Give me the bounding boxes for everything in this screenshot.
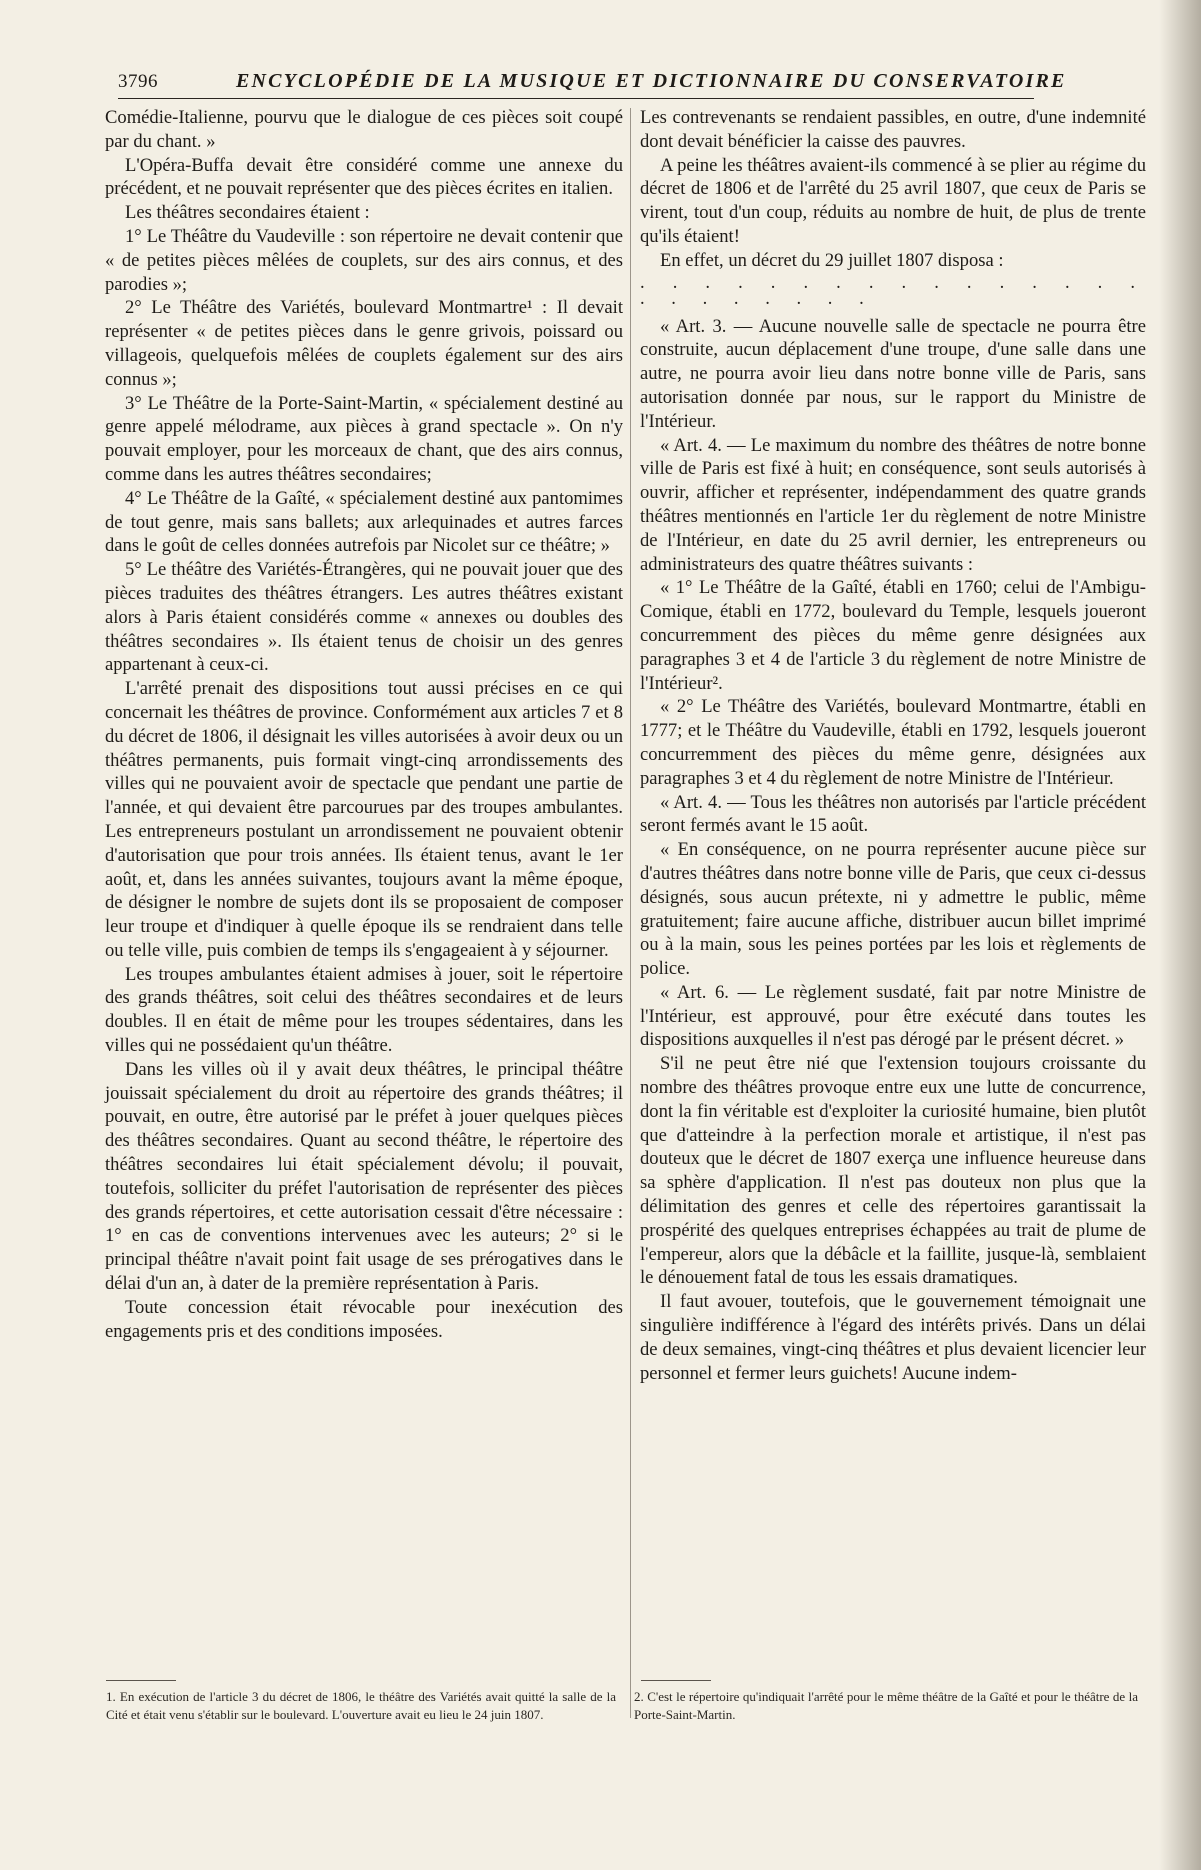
paragraph: L'arrêté prenait des dispositions tout aussi précises en ce qui concernait les théâtres de province. Conformément aux articles 7 et 8 du décret de 1806, il désignait les villes autorisées à avoir deux ou un théâtres permanents, puis formait vingt-cinq arrondissements des villes qui ne pouvaient avoir de spectacle que pendant une partie de l'année, et qui devaient être parcourues par des troupes ambulantes. Les entrepreneurs postulant un arrondissement ne pouvaient obtenir d'autorisation que pour trois années. Ils étaient tenus, avant le 1er août, et, dans les années suivantes, toujours avant la même époque, de désigner le nombre de sujets dont ils se proposaient de composer leur troupe et d'indiquer à quelle époque ils se rendraient dans telle ou telle ville, puis combien de temps ils s'engageaient à y séjourner.	[105, 678, 623, 961]
paragraph: « Art. 4. — Le maximum du nombre des théâtres de notre bonne ville de Paris est fixé à huit; en conséquence, sont seuls autorisés à ouvrir, afficher et représenter, indépendamment des quatre grands théâtres mentionnés en l'article 1er du règlement de notre Ministre de l'Intérieur, en date du 25 avril dernier, les entrepreneurs ou administrateurs des quatre théâtres suivants :	[640, 434, 1146, 575]
paragraph: « 2° Le Théâtre des Variétés, boulevard Montmartre, établi en 1777; et le Théâtre du Vaudeville, établi en 1792, lesquels joueront concurremment des pièces du même genre, désignées aux paragraphes 3 et 4 du règlement de notre Ministre de l'Intérieur.	[640, 696, 1146, 789]
paragraph: 4° Le Théâtre de la Gaîté, « spécialement destiné aux pantomimes de tout genre, mais sans ballets; aux arlequinades et autres farces dans le goût de celles données autrefois par Nicolet sur ce théâtre; »	[105, 487, 623, 557]
footnote-rule-right	[641, 1680, 711, 1681]
paragraph: « Art. 4. — Tous les théâtres non autorisés par l'article précédent seront fermés avant le 15 août.	[640, 791, 1146, 837]
paragraph: « Art. 6. — Le règlement susdaté, fait par notre Ministre de l'Intérieur, est approuvé, pour être exécuté dans toutes les dispositions auxquelles il n'est pas dérogé par le présent décret. »	[640, 981, 1146, 1051]
paragraph: Toute concession était révocable pour inexécution des engagements pris et des conditions imposées.	[105, 1296, 623, 1342]
paragraph: . . . . . . . . . . . . . . . . . . . . . . . .	[640, 271, 1146, 309]
paragraph: En effet, un décret du 29 juillet 1807 disposa :	[660, 249, 1004, 271]
paragraph: 1° Le Théâtre du Vaudeville : son répertoire ne devait contenir que « de petites pièces mêlées de couplets, sur des airs connus, et des parodies »;	[105, 225, 623, 295]
column-divider	[630, 108, 631, 1718]
paragraph: « Art. 3. — Aucune nouvelle salle de spectacle ne pourra être construite, aucun déplacement d'une troupe, d'une salle dans une autre, ne pourra avoir lieu dans notre bonne ville de Paris, sans autorisation donnée par nous, sur le rapport du Ministre de l'Intérieur.	[640, 315, 1146, 432]
paragraph: Dans les villes où il y avait deux théâtres, le principal théâtre jouissait spécialement du droit au répertoire des grands théâtres; il pouvait, en outre, être autorisé par le préfet à jouer quelques pièces des théâtres secondaires. Quant au second théâtre, le répertoire des théâtres secondaires lui était spécialement dévolu; il pouvait, toutefois, solliciter du préfet l'autorisation de représenter des pièces des grands répertoires, et cette autorisation cessait d'être nécessaire : 1° en cas de conventions intervenues avec les auteurs; 2° si le principal théâtre n'avait point fait usage de ses prérogatives dans le délai d'un an, à dater de la première représentation à Paris.	[105, 1058, 623, 1295]
page-number: 3796	[118, 71, 158, 92]
paragraph: « En conséquence, on ne pourra représenter aucune pièce sur d'autres théâtres dans notre bonne ville de Paris, que ceux ci-dessus désignés, sous aucun prétexte, ni y admettre le public, même gratuitement; faire aucune affiche, distribuer aucun billet imprimé ou à la main, sous les peines portées par les lois et règlements de police.	[640, 839, 1146, 980]
page-header	[118, 68, 1067, 99]
paragraph: 5° Le théâtre des Variétés-Étrangères, qui ne pouvait jouer que des pièces traduites des théâtres étrangers. Les autres théâtres existant alors à Paris étaient considérés comme « annexes ou doubles des théâtres secondaires ». Ils étaient tenus de choisir un des genres appartenant à ceux-ci.	[105, 559, 623, 676]
paragraph: A peine les théâtres avaient-ils commencé à se plier au régime du décret de 1806 et de l'arrêté du 25 avril 1807, que ceux de Paris se virent, tout d'un coup, réduits au nombre de huit, de plus de trente qu'ils étaient!	[640, 154, 1146, 247]
left-column	[105, 106, 623, 1343]
paragraph: 2° Le Théâtre des Variétés, boulevard Montmartre¹ : Il devait représenter « de petites pièces dans le genre grivois, poissard ou villageois, quelquefois mêlées de couplets également sur des airs connus »;	[105, 297, 623, 390]
paragraph: Comédie-Italienne, pourvu que le dialogue de ces pièces soit coupé par du chant. »	[105, 107, 623, 152]
paragraph: Les théâtres secondaires étaient :	[125, 202, 370, 224]
page-edge-shadow	[1159, 0, 1201, 1870]
paragraph: Les contrevenants se rendaient passibles, en outre, d'une indemnité dont devait bénéficier la caisse des pauvres.	[640, 107, 1146, 152]
footnote-right: 2. C'est le répertoire qu'indiquait l'arrêté pour le même théâtre de la Gaîté et pour le théâtre de la Porte-Saint-Martin.	[634, 1689, 1138, 1722]
paragraph: S'il ne peut être nié que l'extension toujours croissante du nombre des théâtres provoque entre eux une lutte de concurrence, dont la fin véritable est d'exploiter la curiosité humaine, bien plutôt que d'atteindre à la perfection morale et artistique, il n'est pas douteux que le décret de 1807 exerça une influence heureuse dans sa sphère d'application. Il n'est pas douteux non plus que la délimitation des genres et celle des répertoires garantissait la prospérité des quelques entreprises échappées au trait de plume de l'empereur, alors que la débâcle et la faillite, jusque-là, semblaient le dénouement fatal de tous les essais dramatiques.	[640, 1053, 1146, 1289]
footnote-left: 1. En exécution de l'article 3 du décret de 1806, le théâtre des Variétés avait quitté la salle de la Cité et était venu s'établir sur le boulevard. L'ouverture avait eu lieu le 24 juin 1807.	[106, 1689, 616, 1722]
running-title: ENCYCLOPÉDIE DE LA MUSIQUE ET DICTIONNAIRE DU CONSERVATOIRE	[236, 70, 1067, 92]
paragraph: 3° Le Théâtre de la Porte-Saint-Martin, « spécialement destiné au genre appelé mélodrame, aux pièces à grand spectacle ». On n'y pouvait employer, pour les morceaux de chant, que des airs connus, comme dans les autres théâtres secondaires;	[105, 392, 623, 485]
paragraph: « 1° Le Théâtre de la Gaîté, établi en 1760; celui de l'Ambigu-Comique, établi en 1772, boulevard du Temple, lesquels joueront concurremment des pièces du même genre désignées aux paragraphes 3 et 4 de l'article 3 du règlement de notre Ministre de l'Intérieur².	[640, 577, 1146, 694]
paragraph: L'Opéra-Buffa devait être considéré comme une annexe du précédent, et ne pouvait représenter que des pièces écrites en italien.	[105, 154, 623, 200]
footnote-rule-left	[106, 1680, 176, 1681]
paragraph: Il faut avouer, toutefois, que le gouvernement témoignait une singulière indifférence à l'égard des intérêts privés. Dans un délai de deux semaines, vingt-cinq théâtres et plus devaient licencier leur personnel et fermer leurs guichets! Aucune indem-	[640, 1291, 1146, 1384]
paragraph: Les troupes ambulantes étaient admises à jouer, soit le répertoire des grands théâtres, soit celui des théâtres secondaires et de leurs doubles. Il en était de même pour les troupes sédentaires, dans les villes qui ne possédaient qu'un théâtre.	[105, 963, 623, 1057]
right-column	[640, 106, 1146, 1385]
